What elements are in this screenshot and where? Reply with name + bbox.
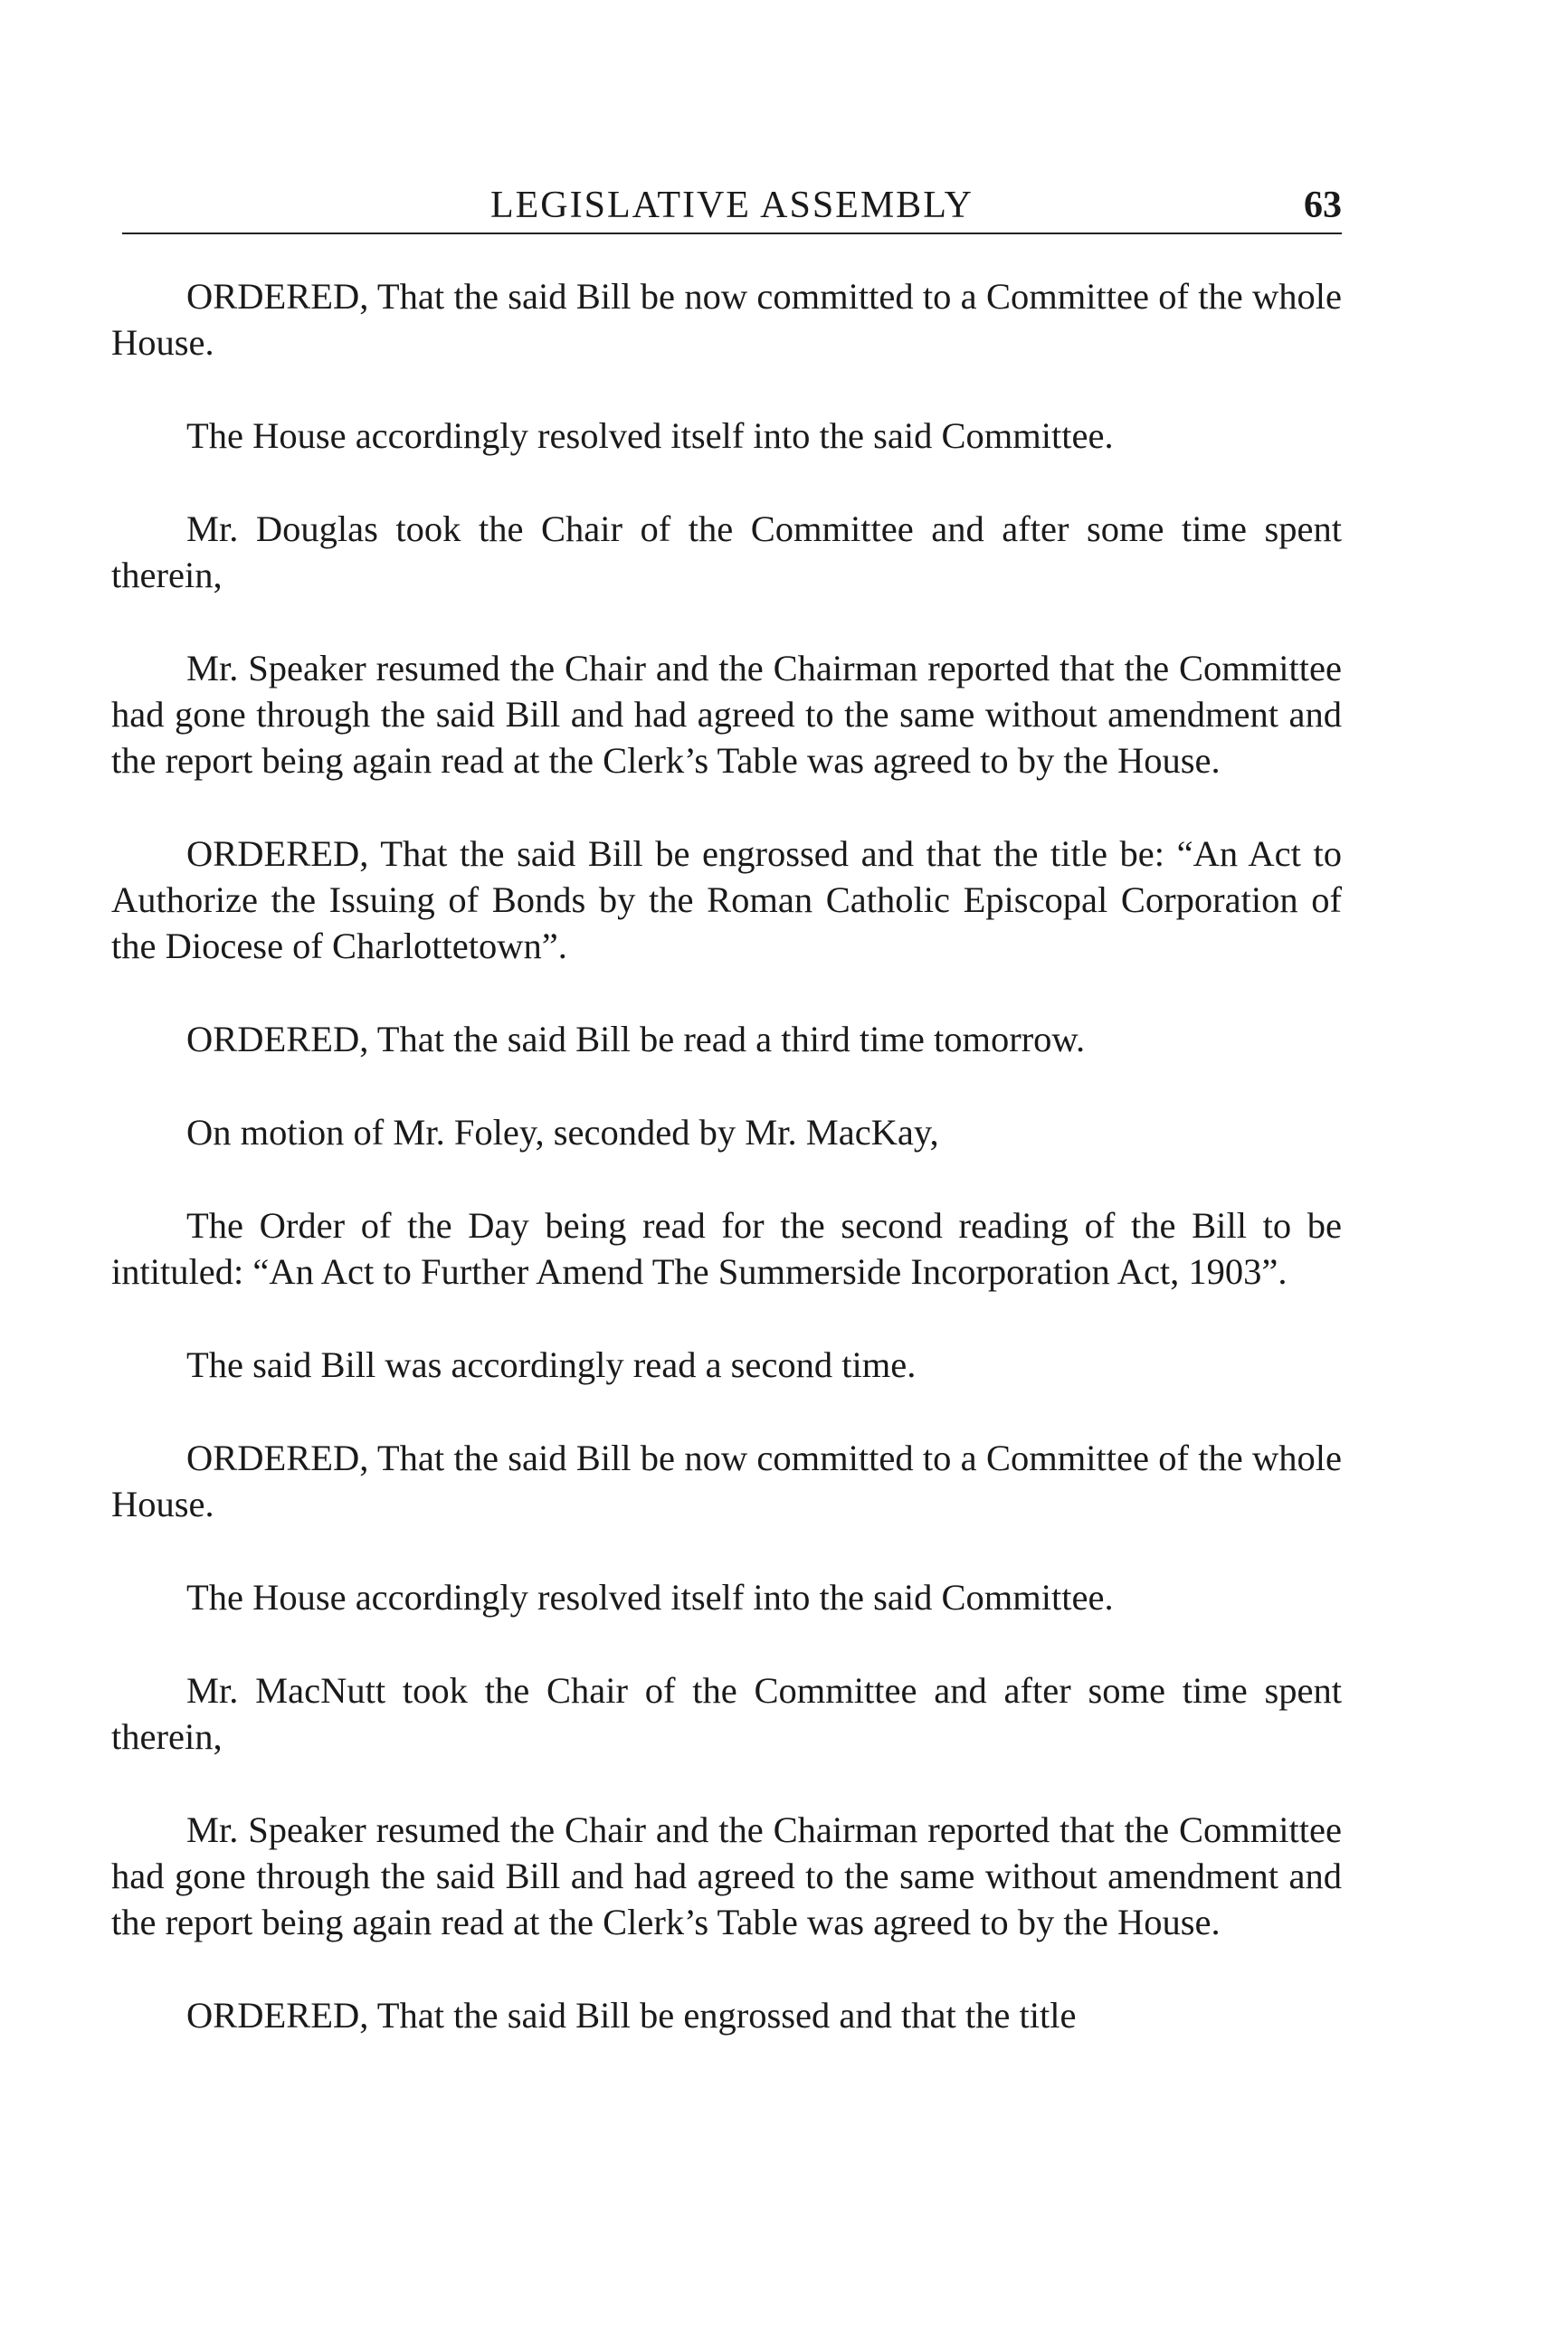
paragraph-second-reading: The said Bill was accordingly read a second time.: [186, 1344, 917, 1385]
paragraph-house-resolved-2: The House accordingly resolved itself into the said Committee.: [186, 1577, 1114, 1618]
paragraph-order-of-day: The Order of the Day being read for the second reading of the Bill to be intituled: “An Act to Further Amend The Summerside Incorporation Act, 1903”.: [111, 1205, 1342, 1292]
page-number: 63: [1304, 185, 1342, 226]
paragraph-ordered-engrossed: ORDERED, That the said Bill be engrossed and that the title be: “An Act to Authorize the Issuing of Bonds by the Roman Catholic Episcopal Corporation of the Diocese of Charlottetown”.: [111, 833, 1342, 966]
paragraph-ordered-committed: ORDERED, That the said Bill be now committed to a Committee of the whole House.: [111, 276, 1342, 363]
document-page: [111, 176, 1342, 2038]
paragraph-house-resolved: The House accordingly resolved itself into the said Committee.: [186, 415, 1114, 456]
paragraph-speaker-resumed-2: Mr. Speaker resumed the Chair and the Chairman reported that the Committee had gone through the said Bill and had agreed to the same without amendment and the report being again read at the Clerk’s Table was agreed to by the House.: [111, 1809, 1342, 1942]
paragraph-speaker-resumed: Mr. Speaker resumed the Chair and the Chairman reported that the Committee had gone through the said Bill and had agreed to the same without amendment and the report being again read at the Clerk’s Table was agreed to by the House.: [111, 648, 1342, 781]
running-head: LEGISLATIVE ASSEMBLY: [490, 185, 974, 226]
page-header: [122, 176, 1342, 234]
body-text: [111, 273, 1342, 2038]
paragraph-douglas-chair: Mr. Douglas took the Chair of the Committee and after some time spent therein,: [111, 508, 1342, 595]
paragraph-ordered-engrossed-2: ORDERED, That the said Bill be engrossed and that the title: [186, 1995, 1077, 2036]
paragraph-ordered-committed-2: ORDERED, That the said Bill be now committed to a Committee of the whole House.: [111, 1438, 1342, 1524]
paragraph-ordered-third-reading: ORDERED, That the said Bill be read a third time tomorrow.: [186, 1019, 1086, 1059]
paragraph-macnutt-chair: Mr. MacNutt took the Chair of the Committee and after some time spent therein,: [111, 1670, 1342, 1757]
paragraph-motion-foley: On motion of Mr. Foley, seconded by Mr. MacKay,: [186, 1112, 939, 1153]
